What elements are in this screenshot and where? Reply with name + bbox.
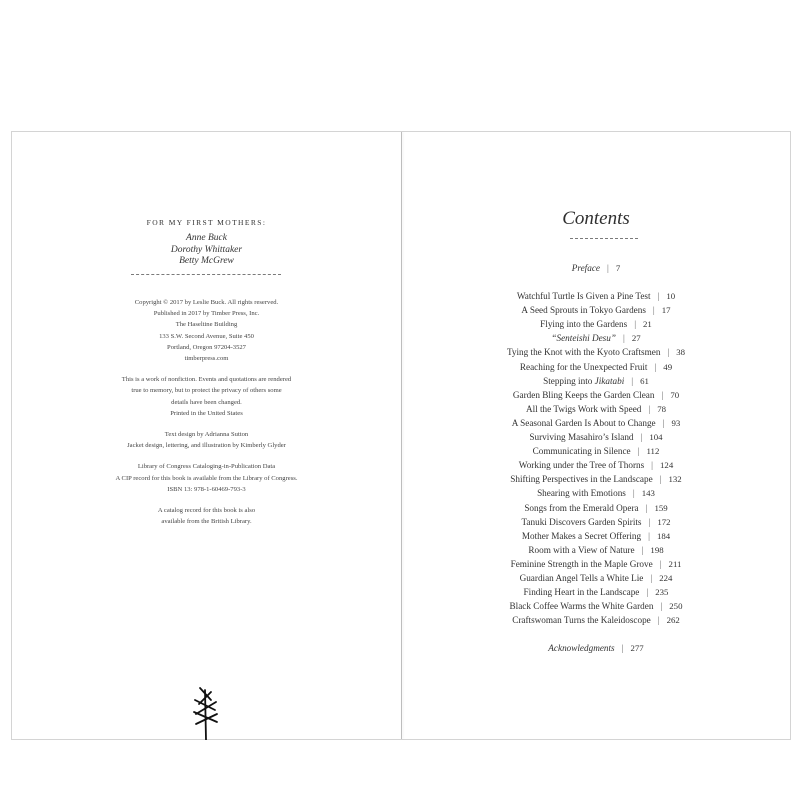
toc-page-number: 235	[655, 587, 669, 598]
toc-separator: |	[637, 446, 640, 457]
toc-entry-title	[543, 376, 624, 386]
colophon-line: This is a work of nonfiction. Events and quotations are rendered	[121, 376, 292, 384]
toc-page-number: 143	[641, 488, 655, 499]
toc-chapter-item	[402, 390, 790, 400]
toc-page-number: 198	[650, 544, 664, 555]
toc-separator: |	[621, 643, 624, 653]
toc-title-italic-text: Jikatabi	[594, 375, 625, 386]
right-page	[402, 132, 790, 739]
toc-separator: |	[659, 558, 662, 569]
toc-chapter-item	[402, 517, 790, 527]
toc-chapter-item	[402, 347, 790, 357]
toc-chapter-item	[402, 305, 790, 315]
colophon-line: true to memory, but to protect the privacy of others some	[131, 387, 282, 395]
toc-page-number: 21	[643, 319, 652, 330]
toc-separator: |	[631, 375, 634, 386]
toc-separator: |	[654, 361, 657, 372]
toc-separator: |	[640, 432, 643, 442]
toc-entry-title: Songs from the Emerald Opera	[524, 502, 639, 513]
toc-page-number: 93	[671, 417, 681, 428]
toc-entry-title: Feminine Strength in the Maple Grove	[510, 558, 653, 569]
toc-entry-title: Surviving Masahiro’s Island	[529, 432, 634, 442]
toc-page-number: 250	[669, 601, 683, 612]
design-credits-block	[12, 429, 401, 451]
toc-separator: |	[662, 417, 665, 428]
colophon-line: Portland, Oregon 97204-3527	[167, 343, 246, 351]
toc-chapter-item	[402, 418, 790, 428]
cataloging-block	[12, 461, 401, 495]
toc-page-number: 61	[640, 375, 649, 386]
toc-entry-title: Shifting Perspectives in the Landscape	[510, 474, 653, 485]
toc-chapter-item	[402, 460, 790, 470]
contents-divider	[570, 238, 638, 239]
toc-entry-title: Tying the Knot with the Kyoto Craftsmen	[506, 347, 661, 358]
colophon-line: details have been changed.	[171, 398, 242, 406]
toc-page-number: 277	[630, 643, 644, 653]
toc-title-text: Stepping into	[543, 375, 595, 386]
dedication-divider	[131, 274, 281, 275]
toc-chapter-item	[402, 531, 790, 541]
toc-separator: |	[632, 488, 635, 499]
toc-entry-title: Tanuki Discovers Garden Spirits	[521, 516, 642, 527]
toc-chapter-item	[402, 376, 790, 386]
toc-acknowledgments	[402, 643, 790, 653]
toc-separator: |	[648, 530, 650, 541]
toc-chapter-item	[402, 333, 790, 343]
dedication-name: Betty McGrew	[179, 256, 234, 266]
colophon-line: Jacket design, lettering, and illustration by Kimberly Glyder	[127, 442, 286, 450]
toc-separator: |	[651, 460, 654, 471]
dedication-name: Dorothy Whittaker	[170, 244, 243, 255]
toc-entry-title: Flying into the Gardens	[540, 319, 628, 330]
toc-chapter-item	[402, 319, 790, 329]
toc-chapter-item	[402, 615, 790, 625]
colophon-line: available from the British Library.	[161, 518, 252, 526]
toc-entry-title: Garden Bling Keeps the Garden Clean	[512, 389, 655, 400]
tree-branch-icon	[191, 686, 221, 740]
toc-entry-title: Mother Makes a Secret Offering	[521, 530, 642, 541]
toc-entry-title: Room with a View of Nature	[528, 544, 635, 555]
toc-separator: |	[645, 502, 648, 513]
toc-entry-title: Reaching for the Unexpected Fruit	[519, 361, 648, 372]
toc-page-number: 224	[659, 573, 673, 583]
toc-page-number: 172	[657, 516, 671, 527]
toc-entry-title: All the Twigs Work with Speed	[525, 403, 642, 414]
colophon-line: Published in 2017 by Timber Press, Inc.	[153, 310, 260, 318]
colophon-line: Printed in the United States	[170, 409, 243, 417]
toc-chapter-item	[402, 587, 790, 597]
toc-page-number: 124	[660, 460, 674, 471]
colophon-line: A CIP record for this book is available from the Library of Congress.	[115, 474, 298, 482]
toc-page-number: 104	[649, 432, 663, 442]
toc-entry-title: Finding Heart in the Landscape	[523, 587, 640, 598]
colophon-line: 133 S.W. Second Avenue, Suite 450	[159, 332, 254, 340]
toc-chapter-item	[402, 488, 790, 498]
toc-separator: |	[646, 587, 649, 598]
toc-page-number: 49	[663, 361, 673, 372]
dedication-name: Anne Buck	[186, 233, 227, 243]
toc-chapter-item	[402, 404, 790, 414]
toc-page-number: 211	[668, 558, 682, 569]
toc-entry-title: Preface	[571, 263, 600, 273]
toc-entry-title: A Seasonal Garden Is About to Change	[511, 417, 656, 428]
colophon-line: Text design by Adrianna Sutton	[164, 431, 249, 439]
toc-separator: |	[657, 615, 660, 626]
toc-page-number: 38	[676, 347, 686, 358]
toc-entry-title: Acknowledgments	[548, 643, 615, 653]
toc-separator: |	[634, 319, 637, 330]
toc-chapter-item	[402, 432, 790, 442]
toc-chapter-item	[402, 446, 790, 456]
toc-separator: |	[657, 291, 660, 301]
toc-chapter-item	[402, 503, 790, 513]
toc-chapter-item	[402, 474, 790, 484]
colophon-line: Library of Congress Cataloging-in-Publication Data	[137, 463, 276, 471]
toc-chapter-item	[402, 559, 790, 569]
toc-separator: |	[659, 474, 662, 485]
toc-entry-title: Black Coffee Warms the White Garden	[509, 601, 654, 612]
toc-entry-title: Working under the Tree of Thorns	[518, 460, 645, 471]
toc-entry-title: A Seed Sprouts in Tokyo Gardens	[521, 305, 646, 316]
toc-preface	[402, 263, 790, 273]
toc-page-number: 159	[654, 502, 668, 513]
dedication	[12, 218, 401, 268]
toc-separator: |	[667, 347, 670, 358]
toc-chapter-item	[402, 573, 790, 583]
colophon-line: Copyright © 2017 by Leslie Buck. All rights reserved.	[134, 299, 279, 306]
toc-page-number: 17	[661, 305, 671, 316]
nonfiction-note-block	[12, 374, 401, 419]
left-page	[12, 132, 401, 739]
toc-page-number: 112	[646, 446, 660, 457]
toc-page-number: 132	[668, 474, 682, 485]
toc-page-number: 78	[657, 403, 667, 414]
toc-entry-title: Watchful Turtle Is Given a Pine Test	[516, 291, 651, 301]
toc-separator: |	[606, 263, 609, 273]
colophon-line: timberpress.com	[184, 355, 229, 363]
toc-page-number: 27	[631, 333, 641, 344]
toc-page-number: 7	[615, 263, 621, 273]
toc-separator: |	[660, 601, 663, 612]
toc-separator: |	[650, 573, 653, 583]
toc-chapter-item	[402, 291, 790, 301]
contents-title: Contents	[562, 208, 630, 229]
toc-chapter-item	[402, 362, 790, 372]
copyright-colophon	[12, 297, 401, 537]
toc-entry-title: Guardian Angel Tells a White Lie	[519, 573, 644, 583]
toc-chapter-item	[402, 545, 790, 555]
toc-chapter-item	[402, 601, 790, 611]
toc-separator: |	[648, 403, 651, 414]
copyright-block	[12, 297, 401, 364]
toc-page-number: 262	[666, 615, 680, 626]
british-library-block	[12, 505, 401, 527]
colophon-line: A catalog record for this book is also	[157, 507, 256, 515]
colophon-line: ISBN 13: 978-1-60469-793-3	[167, 485, 246, 493]
toc-entry-title: Craftswoman Turns the Kaleidoscope	[512, 615, 651, 626]
toc-separator: |	[622, 333, 625, 344]
toc-separator: |	[661, 389, 664, 400]
toc-entry-title: Shearing with Emotions	[537, 488, 626, 499]
book-spread	[11, 131, 791, 740]
toc-entry-title: Communicating in Silence	[532, 446, 631, 457]
toc-page-number: 184	[656, 530, 671, 541]
toc-separator: |	[648, 516, 651, 527]
toc-entry-title: “Senteishi Desu”	[551, 333, 616, 344]
dedication-heading: FOR MY FIRST MOTHERS:	[146, 218, 267, 227]
toc-page-number: 10	[666, 291, 676, 301]
toc-separator: |	[652, 305, 655, 316]
toc-page-number: 70	[670, 389, 680, 400]
toc-separator: |	[641, 544, 644, 555]
colophon-line: The Haseltine Building	[175, 321, 238, 329]
